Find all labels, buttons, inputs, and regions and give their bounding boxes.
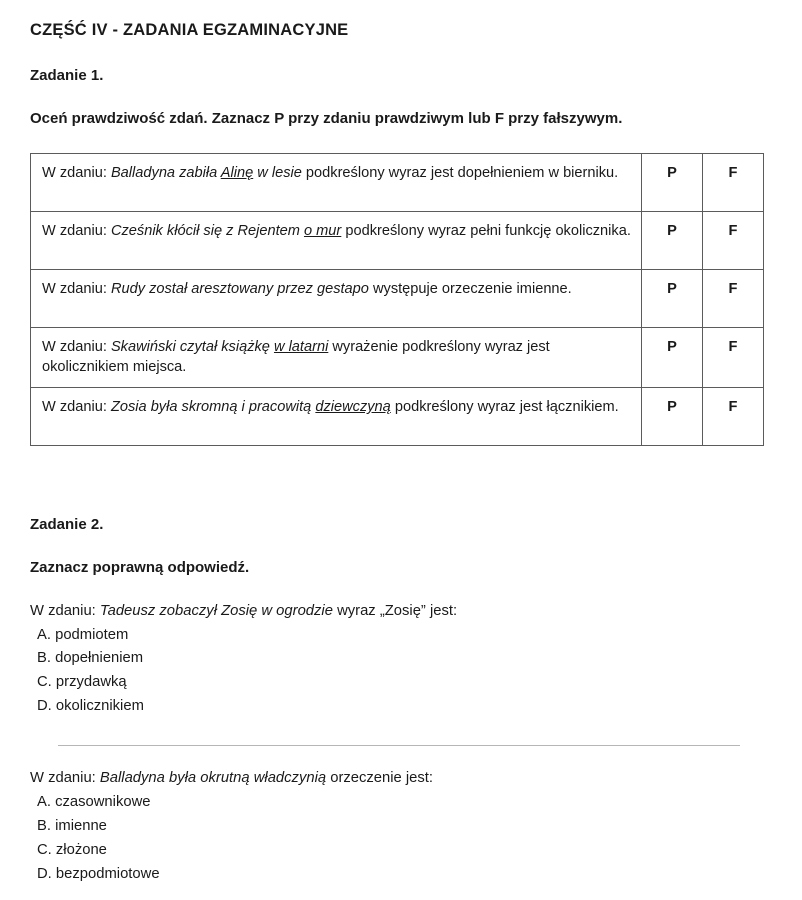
question-tail: wyraz „Zosię” jest: — [332, 603, 458, 620]
answer-option-b[interactable]: B. dopełnieniem — [37, 650, 144, 667]
question-lead: W zdaniu: — [30, 770, 100, 787]
answer-option-a[interactable]: A. podmiotem — [37, 626, 129, 643]
table-row — [31, 269, 764, 327]
task-2-heading: Zadanie 2. — [30, 516, 104, 534]
statement-italic-before: Balladyna zabiła — [110, 164, 221, 181]
statement-italic-before: Rudy został aresztowany przez gestapo — [110, 280, 369, 297]
answer-option-true[interactable]: P — [642, 269, 703, 327]
statement-lead: W zdaniu: — [42, 399, 111, 416]
statement-tail: podkreślony wyraz jest dopełnieniem w bierniku. — [301, 164, 619, 181]
statement-italic-after: w lesie — [253, 164, 302, 181]
answer-option-false[interactable]: F — [703, 269, 764, 327]
answer-option-b[interactable]: B. imienne — [37, 817, 107, 834]
answer-option-true[interactable]: P — [642, 327, 703, 387]
table-row — [31, 327, 764, 387]
statement-italic-before: Skawiński czytał książkę — [110, 338, 274, 355]
section-divider — [58, 745, 740, 746]
task-2-instruction: Zaznacz poprawną odpowiedź. — [30, 559, 250, 577]
answer-option-c[interactable]: C. złożone — [37, 841, 107, 858]
statement-lead: W zdaniu: — [42, 280, 111, 297]
task-1-heading: Zadanie 1. — [30, 66, 104, 84]
answer-option-true[interactable]: P — [642, 388, 703, 446]
statement-cell — [31, 153, 642, 211]
true-false-table — [30, 153, 764, 446]
table-row — [31, 388, 764, 446]
answer-option-d[interactable]: D. bezpodmiotowe — [37, 865, 160, 882]
statement-tail: podkreślony wyraz pełni funkcję okolicznika. — [341, 222, 631, 239]
answer-option-true[interactable]: P — [642, 211, 703, 269]
answer-option-true[interactable]: P — [642, 153, 703, 211]
question-italic: Balladyna była okrutną władczynią — [99, 770, 327, 787]
answer-option-false[interactable]: F — [703, 327, 764, 387]
answer-option-false[interactable]: F — [703, 388, 764, 446]
question-italic: Tadeusz zobaczył Zosię w ogrodzie — [99, 603, 333, 620]
statement-lead: W zdaniu: — [42, 164, 111, 181]
table-row — [31, 211, 764, 269]
statement-underlined: w latarni — [273, 338, 329, 355]
question-text — [30, 768, 772, 789]
answer-option-a[interactable]: A. czasownikowe — [37, 793, 151, 810]
answer-option-c[interactable]: C. przydawką — [37, 674, 127, 691]
table-row — [31, 153, 764, 211]
answer-option-false[interactable]: F — [703, 153, 764, 211]
statement-tail: występuje orzeczenie imienne. — [368, 280, 572, 297]
statement-italic-before: Cześnik kłócił się z Rejentem — [110, 222, 304, 239]
statement-tail: wyrażenie podkreślony wyraz jest okolicznikiem miejsca. — [42, 338, 550, 375]
statement-cell — [31, 388, 642, 446]
page-title: CZĘŚĆ IV - ZADANIA EGZAMINACYJNE — [30, 21, 349, 39]
task-1-instruction: Oceń prawdziwość zdań. Zaznacz P przy zdaniu prawdziwym lub F przy fałszywym. — [30, 109, 623, 127]
statement-underlined: o mur — [303, 222, 342, 239]
statement-tail: podkreślony wyraz jest łącznikiem. — [390, 399, 619, 416]
statement-cell — [31, 327, 642, 387]
statement-italic-before: Zosia była skromną i pracowitą — [110, 399, 316, 416]
question-text — [30, 601, 772, 622]
true-false-table-body — [31, 153, 764, 445]
statement-underlined: Alinę — [220, 164, 254, 181]
answer-option-d[interactable]: D. okolicznikiem — [37, 698, 144, 715]
statement-lead: W zdaniu: — [42, 222, 111, 239]
question-tail: orzeczenie jest: — [326, 770, 434, 787]
answer-option-false[interactable]: F — [703, 211, 764, 269]
statement-cell — [31, 269, 642, 327]
question-block-1 — [30, 601, 772, 719]
statement-lead: W zdaniu: — [42, 338, 111, 355]
question-lead: W zdaniu: — [30, 603, 100, 620]
statement-underlined: dziewczyną — [315, 399, 391, 416]
statement-cell — [31, 211, 642, 269]
question-block-2 — [30, 768, 772, 886]
